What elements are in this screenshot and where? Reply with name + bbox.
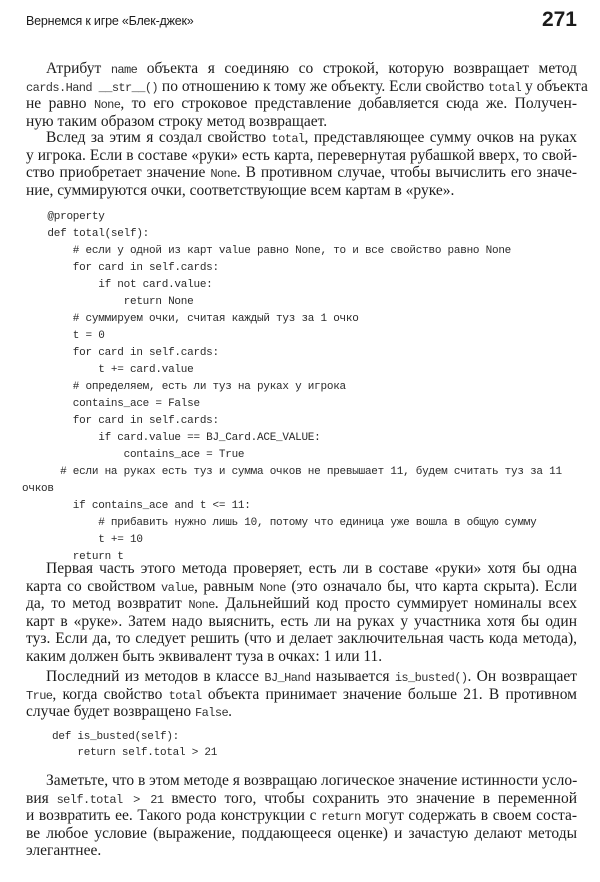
code-block	[52, 730, 217, 761]
text-line	[26, 790, 577, 808]
code-line: # прибавить нужно лишь 10, потому что единица уже вошла в общую сумму	[22, 517, 537, 529]
text-run: Первая часть этого метода проверяет, есть ли в составе «руки» хотя бы одна	[46, 560, 577, 577]
inline-code: total	[168, 688, 202, 703]
text-run: ство приобретает значение	[26, 164, 211, 182]
text-run: элегантнее.	[26, 842, 102, 860]
text-run: ную таким образом строку метод возвращает.	[26, 112, 328, 130]
inline-code: False	[195, 706, 229, 721]
text-run: у объекта	[521, 77, 588, 95]
text-run: ве любое условие (выражение, поддающееся оценке) и зачастую делают методы	[26, 824, 577, 842]
paragraph	[26, 772, 577, 860]
code-line: if card.value == BJ_Card.ACE_VALUE:	[22, 432, 321, 444]
inline-code: True	[26, 688, 53, 703]
text-run: Последний из методов в классе	[46, 668, 265, 685]
code-line: def is_busted(self):	[52, 731, 180, 743]
text-run: . Дальнейший код просто суммирует номиналы всех	[214, 595, 577, 613]
code-line: @property	[22, 211, 105, 223]
inline-code: None	[93, 98, 121, 113]
text-run: .	[228, 703, 232, 721]
text-run: могут содержать в своем соста-	[360, 807, 577, 825]
text-line	[26, 182, 577, 200]
inline-code: None	[259, 580, 286, 595]
code-line: # если на руках есть туз и сумма очков не превышает 11, будем считать туз за 11	[22, 466, 562, 478]
code-line: contains_ace = False	[22, 398, 200, 410]
text-line	[26, 77, 588, 96]
code-line: if contains_ace and t <= 11:	[22, 500, 251, 512]
paragraph	[26, 129, 577, 199]
text-line	[26, 164, 577, 182]
page-number: 271	[541, 8, 577, 31]
text-run: (это означало бы, что карта скрыта). Если	[285, 577, 577, 595]
inline-code: is_busted()	[394, 671, 468, 685]
code-line: return t	[22, 551, 124, 563]
code-line: for card in self.cards:	[22, 262, 219, 274]
text-run: у игрока. Если в составе «руки» есть карта, перевернутая рубашкой вверх, то свой-	[26, 146, 577, 164]
inline-code: None	[188, 598, 215, 613]
text-run: вия	[26, 789, 57, 807]
code-line: t += 10	[22, 534, 143, 546]
text-run: вместо того, чтобы сохранить это значение в переменной	[163, 789, 578, 807]
code-line: return self.total > 21	[52, 746, 218, 759]
text-run: карта со свойством	[26, 577, 162, 595]
text-line	[26, 613, 577, 631]
code-line: # если у одной из карт value равно None, то и все свойство равно None	[22, 245, 512, 257]
text-line	[26, 772, 577, 790]
code-line: # определяем, есть ли туз на руках у игрока	[22, 381, 346, 393]
paragraph	[26, 668, 577, 721]
text-line	[26, 60, 577, 78]
text-run: , представляющее сумму очков на руках	[304, 129, 577, 146]
code-line: t = 0	[22, 330, 105, 342]
code-line: # суммируем очки, считая каждый туз за 1 очко	[22, 313, 359, 325]
text-run: объекта принимает значение больше 21. В противном	[201, 685, 577, 703]
text-run: по отношению к тому же объекту. Если свойство	[158, 77, 489, 95]
text-line	[26, 95, 577, 113]
text-line	[26, 147, 577, 165]
text-line	[26, 825, 577, 843]
running-header: Вернемся к игре «Блек-джек»	[26, 14, 194, 28]
text-run: называется	[310, 668, 395, 685]
code-line: contains_ace = True	[22, 449, 245, 461]
text-run: каким должен быть эквивалент туза в очках: 1 или 11.	[26, 647, 383, 665]
inline-code: return	[321, 810, 361, 825]
code-line: for card in self.cards:	[22, 347, 219, 359]
text-run: случае будет возвращено	[26, 703, 196, 721]
text-line	[26, 630, 577, 648]
text-line	[26, 842, 577, 860]
inline-code: total	[271, 132, 305, 146]
text-line	[26, 648, 577, 666]
paragraph	[26, 560, 577, 666]
text-run: Заметьте, что в этом методе я возвращаю логическое значение истинности усло-	[46, 772, 578, 789]
code-line: t += card.value	[22, 364, 194, 376]
paragraph	[26, 60, 588, 130]
text-line	[26, 560, 577, 578]
inline-code: value	[161, 580, 195, 595]
text-run: , то его строковое представление добавляется сюда же. Получен-	[120, 95, 578, 113]
text-run: . В противном случае, чтобы вычислить его значе-	[236, 164, 577, 182]
code-line: if not card.value:	[22, 279, 213, 291]
text-line	[26, 807, 577, 825]
text-run: не равно	[26, 95, 94, 113]
inline-code: name	[110, 63, 138, 77]
text-line	[26, 703, 577, 721]
text-run: да, то метод возвратит	[26, 595, 189, 613]
text-run: Атрибут	[46, 60, 111, 77]
text-line	[26, 668, 577, 686]
inline-code: self.total > 21	[56, 792, 164, 807]
text-run: Вслед за этим я создал свойство	[46, 129, 272, 146]
text-line	[26, 595, 577, 613]
code-block	[22, 209, 562, 566]
text-line	[26, 578, 577, 596]
inline-code: total	[488, 80, 522, 95]
text-run: ние, суммируются очки, соответствующие всем картам в «руке».	[26, 181, 455, 199]
text-run: объекта я соединяю со строкой, которую возвращает метод	[137, 60, 577, 77]
text-run: , когда свойство	[52, 685, 169, 703]
text-run: туз. Если да, то следует решить (что и делает заключительная часть кода метода),	[26, 630, 577, 648]
code-line: for card in self.cards:	[22, 415, 219, 427]
inline-code: None	[210, 167, 237, 182]
code-line: return None	[22, 296, 194, 308]
code-line: очков	[22, 483, 54, 495]
text-run: карт в «руке». Затем надо выяснить, есть ли на руках у участника хотя бы один	[26, 612, 577, 630]
inline-code: cards.Hand __str__()	[26, 80, 159, 95]
code-line: def total(self):	[22, 228, 150, 240]
text-line	[26, 129, 577, 147]
text-run: . Он возвращает	[467, 668, 577, 685]
text-line	[26, 686, 577, 704]
text-run: и возвратить ее. Такого рода конструкции с	[26, 807, 322, 825]
text-line	[26, 113, 577, 131]
text-run: , равным	[194, 577, 260, 595]
inline-code: BJ_Hand	[264, 671, 311, 685]
